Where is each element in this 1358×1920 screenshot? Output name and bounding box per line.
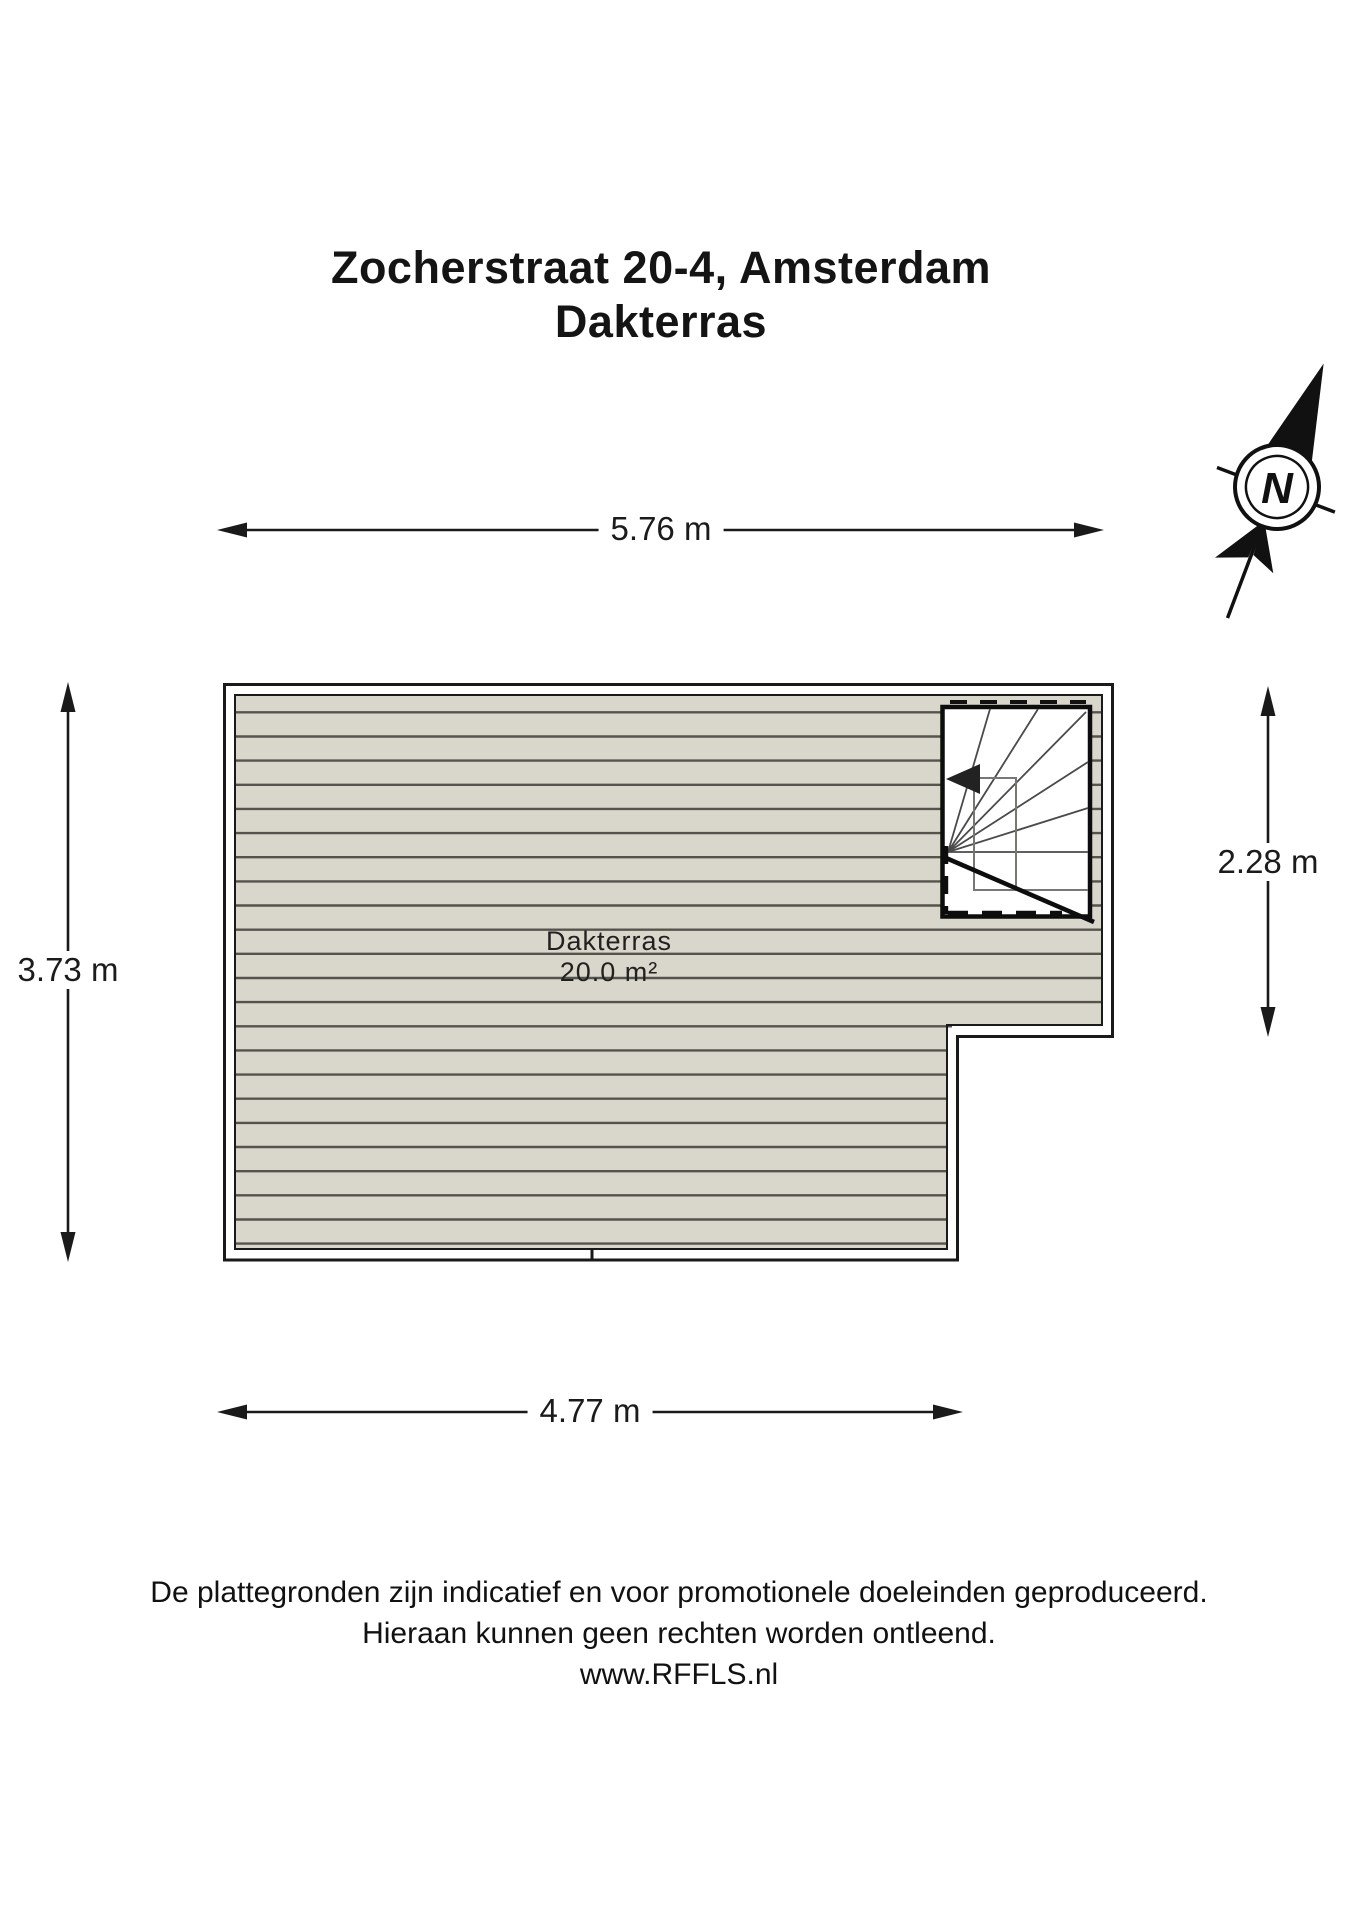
page-title (0, 241, 1322, 349)
room-label (546, 926, 672, 988)
title-floor: Dakterras (554, 296, 768, 347)
staircase (943, 702, 1095, 922)
dimension-label-bottom: 4.77 m (528, 1392, 653, 1430)
title-address: Zocherstraat 20-4, Amsterdam (330, 242, 992, 293)
room-area: 20.0 m² (559, 957, 659, 987)
dimension-label-top: 5.76 m (599, 510, 724, 548)
compass-north-label: N (1261, 464, 1293, 513)
dimension-label-right: 2.28 m (1206, 843, 1331, 881)
disclaimer-footer (0, 1572, 1358, 1695)
footer-website-url: www.RFFLS.nl (579, 1658, 779, 1691)
disclaimer-line-2: Hieraan kunnen geen rechten worden ontleend. (362, 1617, 996, 1650)
room-name: Dakterras (545, 926, 673, 956)
disclaimer-line-1: De plattegronden zijn indicatief en voor promotionele doeleinden geproduceerd. (150, 1576, 1208, 1609)
north-compass-icon (1169, 341, 1358, 640)
dimension-label-left: 3.73 m (6, 951, 131, 989)
